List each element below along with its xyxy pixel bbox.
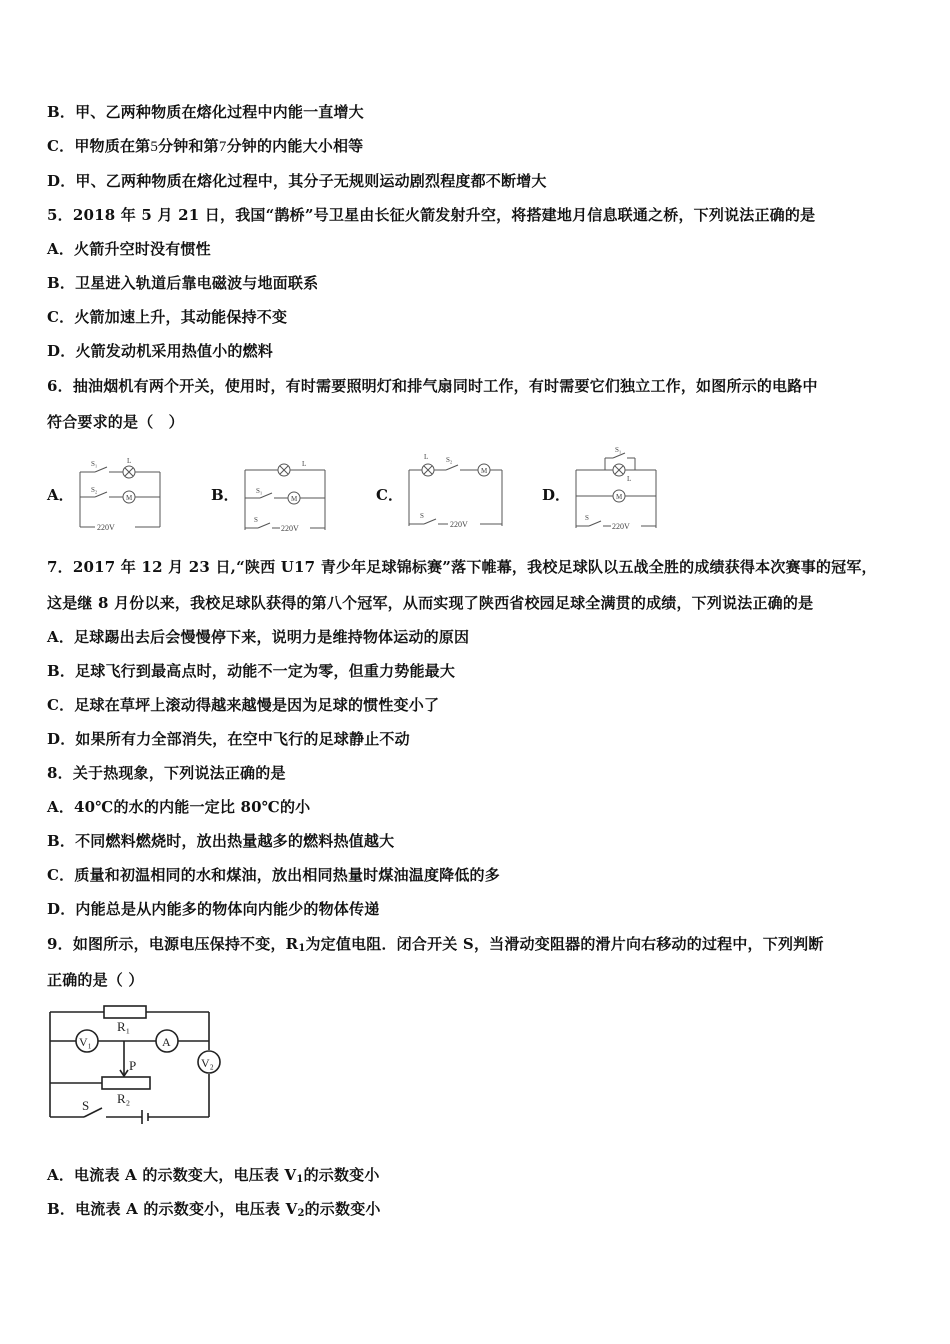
q9-stem-sub: 1	[298, 943, 306, 954]
q6-d-motor-label: M	[616, 493, 623, 501]
q6-b-s1-label: S₁	[256, 487, 263, 495]
q6-b-motor-label: M	[291, 495, 298, 503]
q4-option-c-num2: 7	[218, 139, 227, 155]
q7-option-d: D．如果所有力全部消失，在空中飞行的足球静止不动	[47, 730, 410, 748]
q6-b-lamp-label: L	[302, 460, 307, 468]
q6-c-lamp-label: L	[424, 453, 429, 461]
q5-stem: 5．2018 年 5 月 21 日，我国“鹊桥”号卫星由长征火箭发射升空，将搭建地月信息联通之桥，下列说法正确的是	[47, 206, 816, 224]
q6-circuit-b	[240, 458, 330, 536]
q6-c-motor-label: M	[481, 467, 488, 475]
q6-label-a: A．	[47, 486, 74, 504]
q9-option-a-sub: 1	[296, 1174, 304, 1185]
q9-stem-post: 为定值电阻．闭合开关 S，当滑动变阻器的滑片向右移动的过程中，下列判断	[305, 935, 824, 953]
q6-a-motor-label: M	[126, 494, 133, 502]
q8-option-a: A．40℃的水的内能一定比 80℃的小	[47, 798, 311, 816]
q9-option-b	[47, 1199, 381, 1224]
q9-stem-pre: 9．如图所示，电源电压保持不变，R	[47, 935, 299, 953]
q4-option-c-mid: 分钟和第	[158, 137, 219, 155]
q9-v2-label: V₂	[201, 1056, 214, 1070]
q4-option-d: D．甲、乙两种物质在熔化过程中，其分子无规则运动剧烈程度都不断增大	[47, 172, 547, 190]
q9-option-b-post: 的示数变小	[304, 1200, 381, 1218]
q6-d-s1-label: S₁	[615, 446, 622, 454]
q7-stem-line2: 这是继 8 月份以来，我校足球队获得的第八个冠军，从而实现了陕西省校园足球全满贯的成绩，下列说法正确的是	[47, 594, 814, 612]
q6-d-s-label: S	[585, 514, 589, 522]
q6-a-lamp-label: L	[127, 457, 132, 465]
q6-label-d: D．	[542, 486, 571, 504]
q6-b-s-label: S	[254, 516, 258, 524]
q6-d-voltage-label: 220V	[612, 522, 630, 531]
q9-switch-label: S	[82, 1098, 90, 1113]
q4-option-c-num1: 5	[150, 139, 159, 155]
q8-stem: 8．关于热现象，下列说法正确的是	[47, 764, 286, 782]
q6-c-s2-label: S₂	[446, 456, 453, 464]
q8-option-b: B．不同燃料燃烧时，放出热量越多的燃料热值越大	[47, 832, 395, 850]
q9-slider-label: P	[129, 1058, 137, 1073]
q6-circuit-d	[571, 446, 661, 532]
q9-option-b-sub: 2	[297, 1208, 305, 1219]
q4-option-c	[47, 136, 363, 157]
q9-option-a-post: 的示数变小	[303, 1166, 380, 1184]
q9-stem-line1	[47, 934, 824, 959]
q7-option-c: C．足球在草坪上滚动得越来越慢是因为足球的惯性变小了	[47, 696, 440, 714]
q6-c-voltage-label: 220V	[450, 520, 468, 529]
q6-d-lamp-label: L	[627, 475, 632, 483]
q6-stem-line1: 6．抽油烟机有两个开关，使用时，有时需要照明灯和排气扇同时工作，有时需要它们独立工作，如图所示的电路中	[47, 377, 818, 395]
q5-option-c: C．火箭加速上升，其动能保持不变	[47, 308, 288, 326]
q8-option-c: C．质量和初温相同的水和煤油，放出相同热量时煤油温度降低的多	[47, 866, 500, 884]
q9-circuit-diagram	[44, 1000, 224, 1125]
q9-v1-label: V₁	[79, 1035, 92, 1049]
q7-option-b: B．足球飞行到最高点时，动能不一定为零，但重力势能最大	[47, 662, 456, 680]
q7-option-a: A．足球踢出去后会慢慢停下来，说明力是维持物体运动的原因	[47, 628, 470, 646]
q6-circuit-c	[404, 450, 506, 532]
q4-option-b: B．甲、乙两种物质在熔化过程中内能一直增大	[47, 103, 364, 121]
q6-label-b: B．	[211, 486, 239, 504]
q6-c-s-label: S	[420, 512, 424, 520]
q7-stem-line1: 7．2017 年 12 月 23 日,“陕西 U17 青少年足球锦标赛”落下帷幕，我校足球队以五战全胜的成绩获得本次赛事的冠军，	[47, 558, 877, 576]
q9-ammeter-label: A	[162, 1035, 171, 1049]
q6-b-voltage-label: 220V	[281, 524, 299, 533]
q9-option-a-pre: A．电流表 A 的示数变大，电压表 V	[47, 1166, 297, 1184]
q4-option-c-pre: C．甲物质在第	[47, 137, 151, 155]
q4-option-c-post: 分钟的内能大小相等	[226, 137, 364, 155]
q6-a-s1-label: S₁	[91, 460, 98, 468]
q8-option-d: D．内能总是从内能多的物体向内能少的物体传递	[47, 900, 380, 918]
q6-circuit-a	[75, 455, 165, 533]
q6-label-c: C．	[376, 486, 403, 504]
q5-option-b: B．卫星进入轨道后靠电磁波与地面联系	[47, 274, 319, 292]
q9-r1-label: R₁	[117, 1019, 131, 1034]
q9-option-b-pre: B．电流表 A 的示数变小，电压表 V	[47, 1200, 298, 1218]
q9-stem-line2: 正确的是（ ）	[47, 971, 144, 989]
q5-option-d: D．火箭发动机采用热值小的燃料	[47, 342, 274, 360]
q6-a-s2-label: S₂	[91, 486, 98, 494]
q6-a-voltage-label: 220V	[97, 523, 115, 532]
q9-option-a	[47, 1165, 380, 1190]
q5-option-a: A．火箭升空时没有惯性	[47, 240, 211, 258]
q6-stem-line2: 符合要求的是（ ）	[47, 413, 184, 431]
q9-r2-label: R₂	[117, 1091, 131, 1106]
